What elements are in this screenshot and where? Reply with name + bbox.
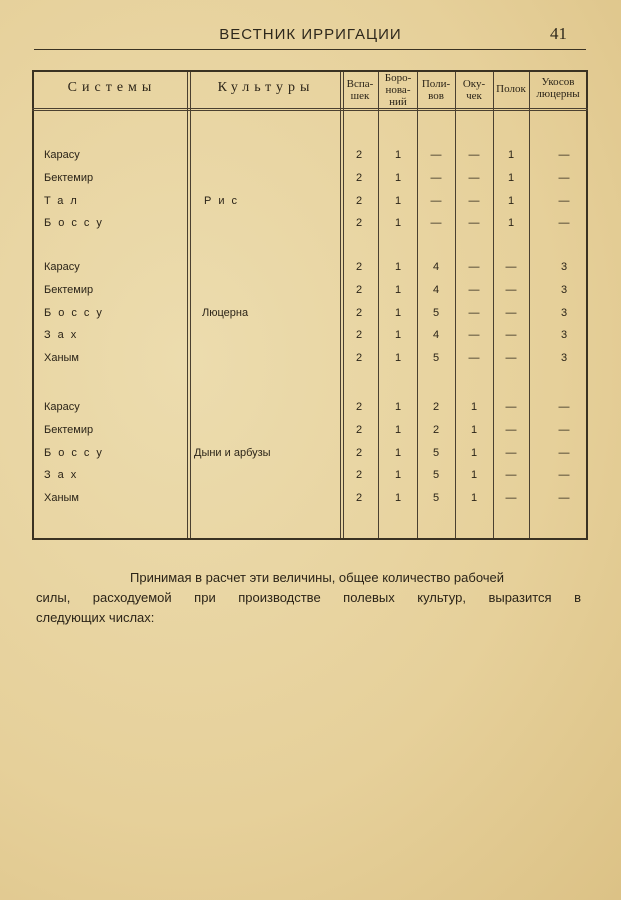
crop-cell: Люцерна xyxy=(202,306,249,319)
value-cell-p: 5 xyxy=(432,352,440,365)
header-polivov: Поли- вов xyxy=(421,78,451,102)
value-cell-pl: — xyxy=(505,446,517,459)
system-cell: Бектемир xyxy=(44,423,94,436)
value-cell-p: 5 xyxy=(432,492,440,505)
value-cell-o: — xyxy=(468,306,480,319)
data-table xyxy=(32,70,588,540)
value-cell-pl: — xyxy=(505,423,517,436)
value-cell-pl: — xyxy=(505,261,517,273)
value-cell-b: 1 xyxy=(394,423,402,436)
value-cell-p: 2 xyxy=(432,423,440,436)
system-cell: Тал xyxy=(44,194,84,207)
page-header-title: ВЕСТНИК ИРРИГАЦИИ xyxy=(219,26,402,43)
value-cell-u: — xyxy=(558,423,570,436)
header-polok: Полок xyxy=(496,83,526,95)
value-cell-v: 2 xyxy=(355,352,363,365)
crop-cell: Дыни и арбузы xyxy=(194,446,271,459)
page-number: 41 xyxy=(550,24,567,43)
value-cell-o: 1 xyxy=(470,492,478,505)
value-cell-u: 3 xyxy=(560,283,568,296)
value-cell-u: 3 xyxy=(560,352,568,365)
value-cell-o: — xyxy=(468,149,480,161)
value-cell-u: — xyxy=(558,217,570,230)
header-boronovaniy: Боро- нова- ний xyxy=(384,72,412,108)
value-cell-o: — xyxy=(468,352,480,365)
value-cell-u: — xyxy=(558,149,570,161)
value-cell-p: — xyxy=(430,194,442,207)
value-cell-pl: 1 xyxy=(507,217,515,230)
value-cell-v: 2 xyxy=(355,306,363,319)
value-cell-p: 4 xyxy=(432,261,440,273)
value-cell-u: — xyxy=(558,469,570,482)
value-cell-o: — xyxy=(468,171,480,184)
paragraph-line-3: следующих числах: xyxy=(36,610,155,625)
value-cell-b: 1 xyxy=(394,194,402,207)
value-cell-o: — xyxy=(468,217,480,230)
value-cell-b: 1 xyxy=(394,171,402,184)
system-cell: Ханым xyxy=(44,352,79,365)
value-cell-pl: — xyxy=(505,306,517,319)
value-cell-o: 1 xyxy=(470,469,478,482)
value-cell-o: — xyxy=(468,194,480,207)
paragraph-line-2: силы, расходуемой при производстве полевых культур, выразится в xyxy=(36,590,581,605)
value-cell-v: 2 xyxy=(355,423,363,436)
header-vspashek: Вспа- шек xyxy=(346,78,374,102)
value-cell-pl: — xyxy=(505,469,517,482)
value-cell-u: 3 xyxy=(560,306,568,319)
header-crops: Культуры xyxy=(217,80,315,95)
header-systems: Системы xyxy=(67,80,157,95)
system-cell: Карасу xyxy=(44,261,80,273)
value-cell-u: 3 xyxy=(560,261,568,273)
system-cell: Боссу xyxy=(44,217,109,230)
value-cell-b: 1 xyxy=(394,352,402,365)
value-cell-b: 1 xyxy=(394,283,402,296)
value-cell-o: 1 xyxy=(470,446,478,459)
value-cell-v: 2 xyxy=(355,283,363,296)
value-cell-b: 1 xyxy=(394,261,402,273)
header-okuchek: Оку- чек xyxy=(462,78,486,102)
system-cell: Боссу xyxy=(44,446,109,459)
system-cell: Зах xyxy=(44,469,84,482)
system-cell: Ханым xyxy=(44,492,79,505)
value-cell-pl: — xyxy=(505,283,517,296)
value-cell-v: 2 xyxy=(355,446,363,459)
value-cell-pl: — xyxy=(505,492,517,505)
value-cell-b: 1 xyxy=(394,306,402,319)
value-cell-b: 1 xyxy=(394,401,402,413)
value-cell-pl: 1 xyxy=(507,171,515,184)
value-cell-b: 1 xyxy=(394,492,402,505)
value-cell-u: — xyxy=(558,401,570,413)
value-cell-b: 1 xyxy=(394,329,402,342)
value-cell-p: 4 xyxy=(432,329,440,342)
value-cell-p: — xyxy=(430,217,442,230)
value-cell-u: — xyxy=(558,194,570,207)
value-cell-u: — xyxy=(558,446,570,459)
value-cell-p: 5 xyxy=(432,446,440,459)
value-cell-p: 5 xyxy=(432,306,440,319)
value-cell-v: 2 xyxy=(355,329,363,342)
value-cell-pl: — xyxy=(505,352,517,365)
value-cell-pl: — xyxy=(505,401,517,413)
value-cell-o: 1 xyxy=(470,423,478,436)
value-cell-v: 2 xyxy=(355,194,363,207)
value-cell-o: — xyxy=(468,261,480,273)
value-cell-b: 1 xyxy=(394,469,402,482)
value-cell-p: — xyxy=(430,171,442,184)
value-cell-p: 5 xyxy=(432,469,440,482)
value-cell-pl: 1 xyxy=(507,149,515,161)
value-cell-b: 1 xyxy=(394,446,402,459)
value-cell-v: 2 xyxy=(355,469,363,482)
system-cell: Боссу xyxy=(44,306,109,319)
value-cell-v: 2 xyxy=(355,492,363,505)
value-cell-o: 1 xyxy=(470,401,478,413)
value-cell-pl: 1 xyxy=(507,194,515,207)
value-cell-b: 1 xyxy=(394,149,402,161)
value-cell-b: 1 xyxy=(394,217,402,230)
value-cell-p: — xyxy=(430,149,442,161)
value-cell-v: 2 xyxy=(355,149,363,161)
system-cell: Карасу xyxy=(44,149,80,161)
header-rule xyxy=(34,49,586,50)
value-cell-p: 2 xyxy=(432,401,440,413)
paragraph-line-1: Принимая в расчет эти величины, общее количество рабочей xyxy=(130,570,505,585)
value-cell-u: — xyxy=(558,492,570,505)
header-ukosov: Укосов люцерны xyxy=(536,76,580,100)
crop-cell: Рис xyxy=(204,194,244,207)
value-cell-pl: — xyxy=(505,329,517,342)
value-cell-p: 4 xyxy=(432,283,440,296)
value-cell-v: 2 xyxy=(355,171,363,184)
system-cell: Бектемир xyxy=(44,283,94,296)
system-cell: Карасу xyxy=(44,401,80,413)
value-cell-u: 3 xyxy=(560,329,568,342)
value-cell-o: — xyxy=(468,329,480,342)
value-cell-u: — xyxy=(558,171,570,184)
system-cell: Зах xyxy=(44,329,84,342)
value-cell-v: 2 xyxy=(355,261,363,273)
value-cell-v: 2 xyxy=(355,401,363,413)
system-cell: Бектемир xyxy=(44,171,94,184)
value-cell-v: 2 xyxy=(355,217,363,230)
value-cell-o: — xyxy=(468,283,480,296)
